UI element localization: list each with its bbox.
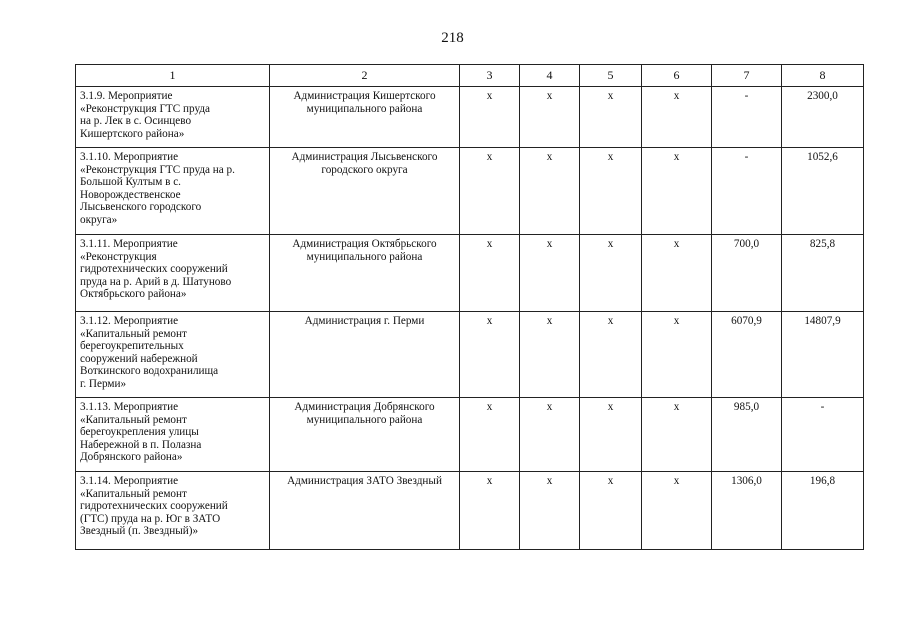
- value-cell: x: [520, 148, 580, 235]
- column-header: 5: [580, 65, 642, 87]
- table-header-row: [76, 65, 864, 87]
- column-header: 2: [270, 65, 460, 87]
- administration-cell: Администрация Кишертского муниципального района: [270, 87, 460, 148]
- measure-name-cell: 3.1.13. Мероприятие «Капитальный ремонт берегоукрепления улицы Набережной в п. Полазна Добрянского района»: [76, 398, 270, 472]
- table-row: [76, 87, 864, 148]
- value-cell: x: [520, 398, 580, 472]
- amount-cell: 985,0: [712, 398, 782, 472]
- measure-name-cell: 3.1.9. Мероприятие «Реконструкция ГТС пруда на р. Лек в с. Осинцево Кишертского района»: [76, 87, 270, 148]
- measures-table: [75, 64, 864, 550]
- amount-cell: -: [782, 398, 864, 472]
- amount-cell: 6070,9: [712, 312, 782, 398]
- column-header: 1: [76, 65, 270, 87]
- value-cell: x: [580, 312, 642, 398]
- value-cell: x: [642, 472, 712, 550]
- value-cell: x: [580, 398, 642, 472]
- table-row: [76, 398, 864, 472]
- value-cell: x: [642, 87, 712, 148]
- column-header: 3: [460, 65, 520, 87]
- amount-cell: 1306,0: [712, 472, 782, 550]
- value-cell: x: [460, 235, 520, 312]
- value-cell: x: [520, 87, 580, 148]
- amount-cell: 14807,9: [782, 312, 864, 398]
- value-cell: x: [580, 235, 642, 312]
- value-cell: x: [642, 398, 712, 472]
- amount-cell: -: [712, 148, 782, 235]
- amount-cell: 700,0: [712, 235, 782, 312]
- value-cell: x: [642, 312, 712, 398]
- value-cell: x: [460, 87, 520, 148]
- table-row: [76, 148, 864, 235]
- administration-cell: Администрация Октябрьского муниципального района: [270, 235, 460, 312]
- column-header: 6: [642, 65, 712, 87]
- administration-cell: Администрация Лысьвенского городского округа: [270, 148, 460, 235]
- administration-cell: Администрация Добрянского муниципального района: [270, 398, 460, 472]
- amount-cell: 825,8: [782, 235, 864, 312]
- value-cell: x: [520, 235, 580, 312]
- page-number: 218: [441, 30, 464, 46]
- measure-name-cell: 3.1.12. Мероприятие «Капитальный ремонт берегоукрепительных сооружений набережной Воткинского водохранилища г. Перми»: [76, 312, 270, 398]
- value-cell: x: [460, 312, 520, 398]
- value-cell: x: [520, 472, 580, 550]
- amount-cell: -: [712, 87, 782, 148]
- administration-cell: Администрация ЗАТО Звездный: [270, 472, 460, 550]
- amount-cell: 1052,6: [782, 148, 864, 235]
- value-cell: x: [460, 472, 520, 550]
- value-cell: x: [580, 472, 642, 550]
- column-header: 7: [712, 65, 782, 87]
- value-cell: x: [460, 148, 520, 235]
- value-cell: x: [642, 235, 712, 312]
- table-row: [76, 235, 864, 312]
- administration-cell: Администрация г. Перми: [270, 312, 460, 398]
- value-cell: x: [580, 148, 642, 235]
- value-cell: x: [642, 148, 712, 235]
- value-cell: x: [460, 398, 520, 472]
- value-cell: x: [520, 312, 580, 398]
- measure-name-cell: 3.1.10. Мероприятие «Реконструкция ГТС пруда на р. Большой Култым в с. Новорождественское Лысьвенского городского округа»: [76, 148, 270, 235]
- amount-cell: 196,8: [782, 472, 864, 550]
- table-row: [76, 312, 864, 398]
- column-header: 4: [520, 65, 580, 87]
- measure-name-cell: 3.1.14. Мероприятие «Капитальный ремонт гидротехнических сооружений (ГТС) пруда на р. Юг в ЗАТО Звездный (п. Звездный)»: [76, 472, 270, 550]
- value-cell: x: [580, 87, 642, 148]
- column-header: 8: [782, 65, 864, 87]
- measure-name-cell: 3.1.11. Мероприятие «Реконструкция гидротехнических сооружений пруда на р. Арий в д. Шатуново Октябрьского района»: [76, 235, 270, 312]
- table-row: [76, 472, 864, 550]
- amount-cell: 2300,0: [782, 87, 864, 148]
